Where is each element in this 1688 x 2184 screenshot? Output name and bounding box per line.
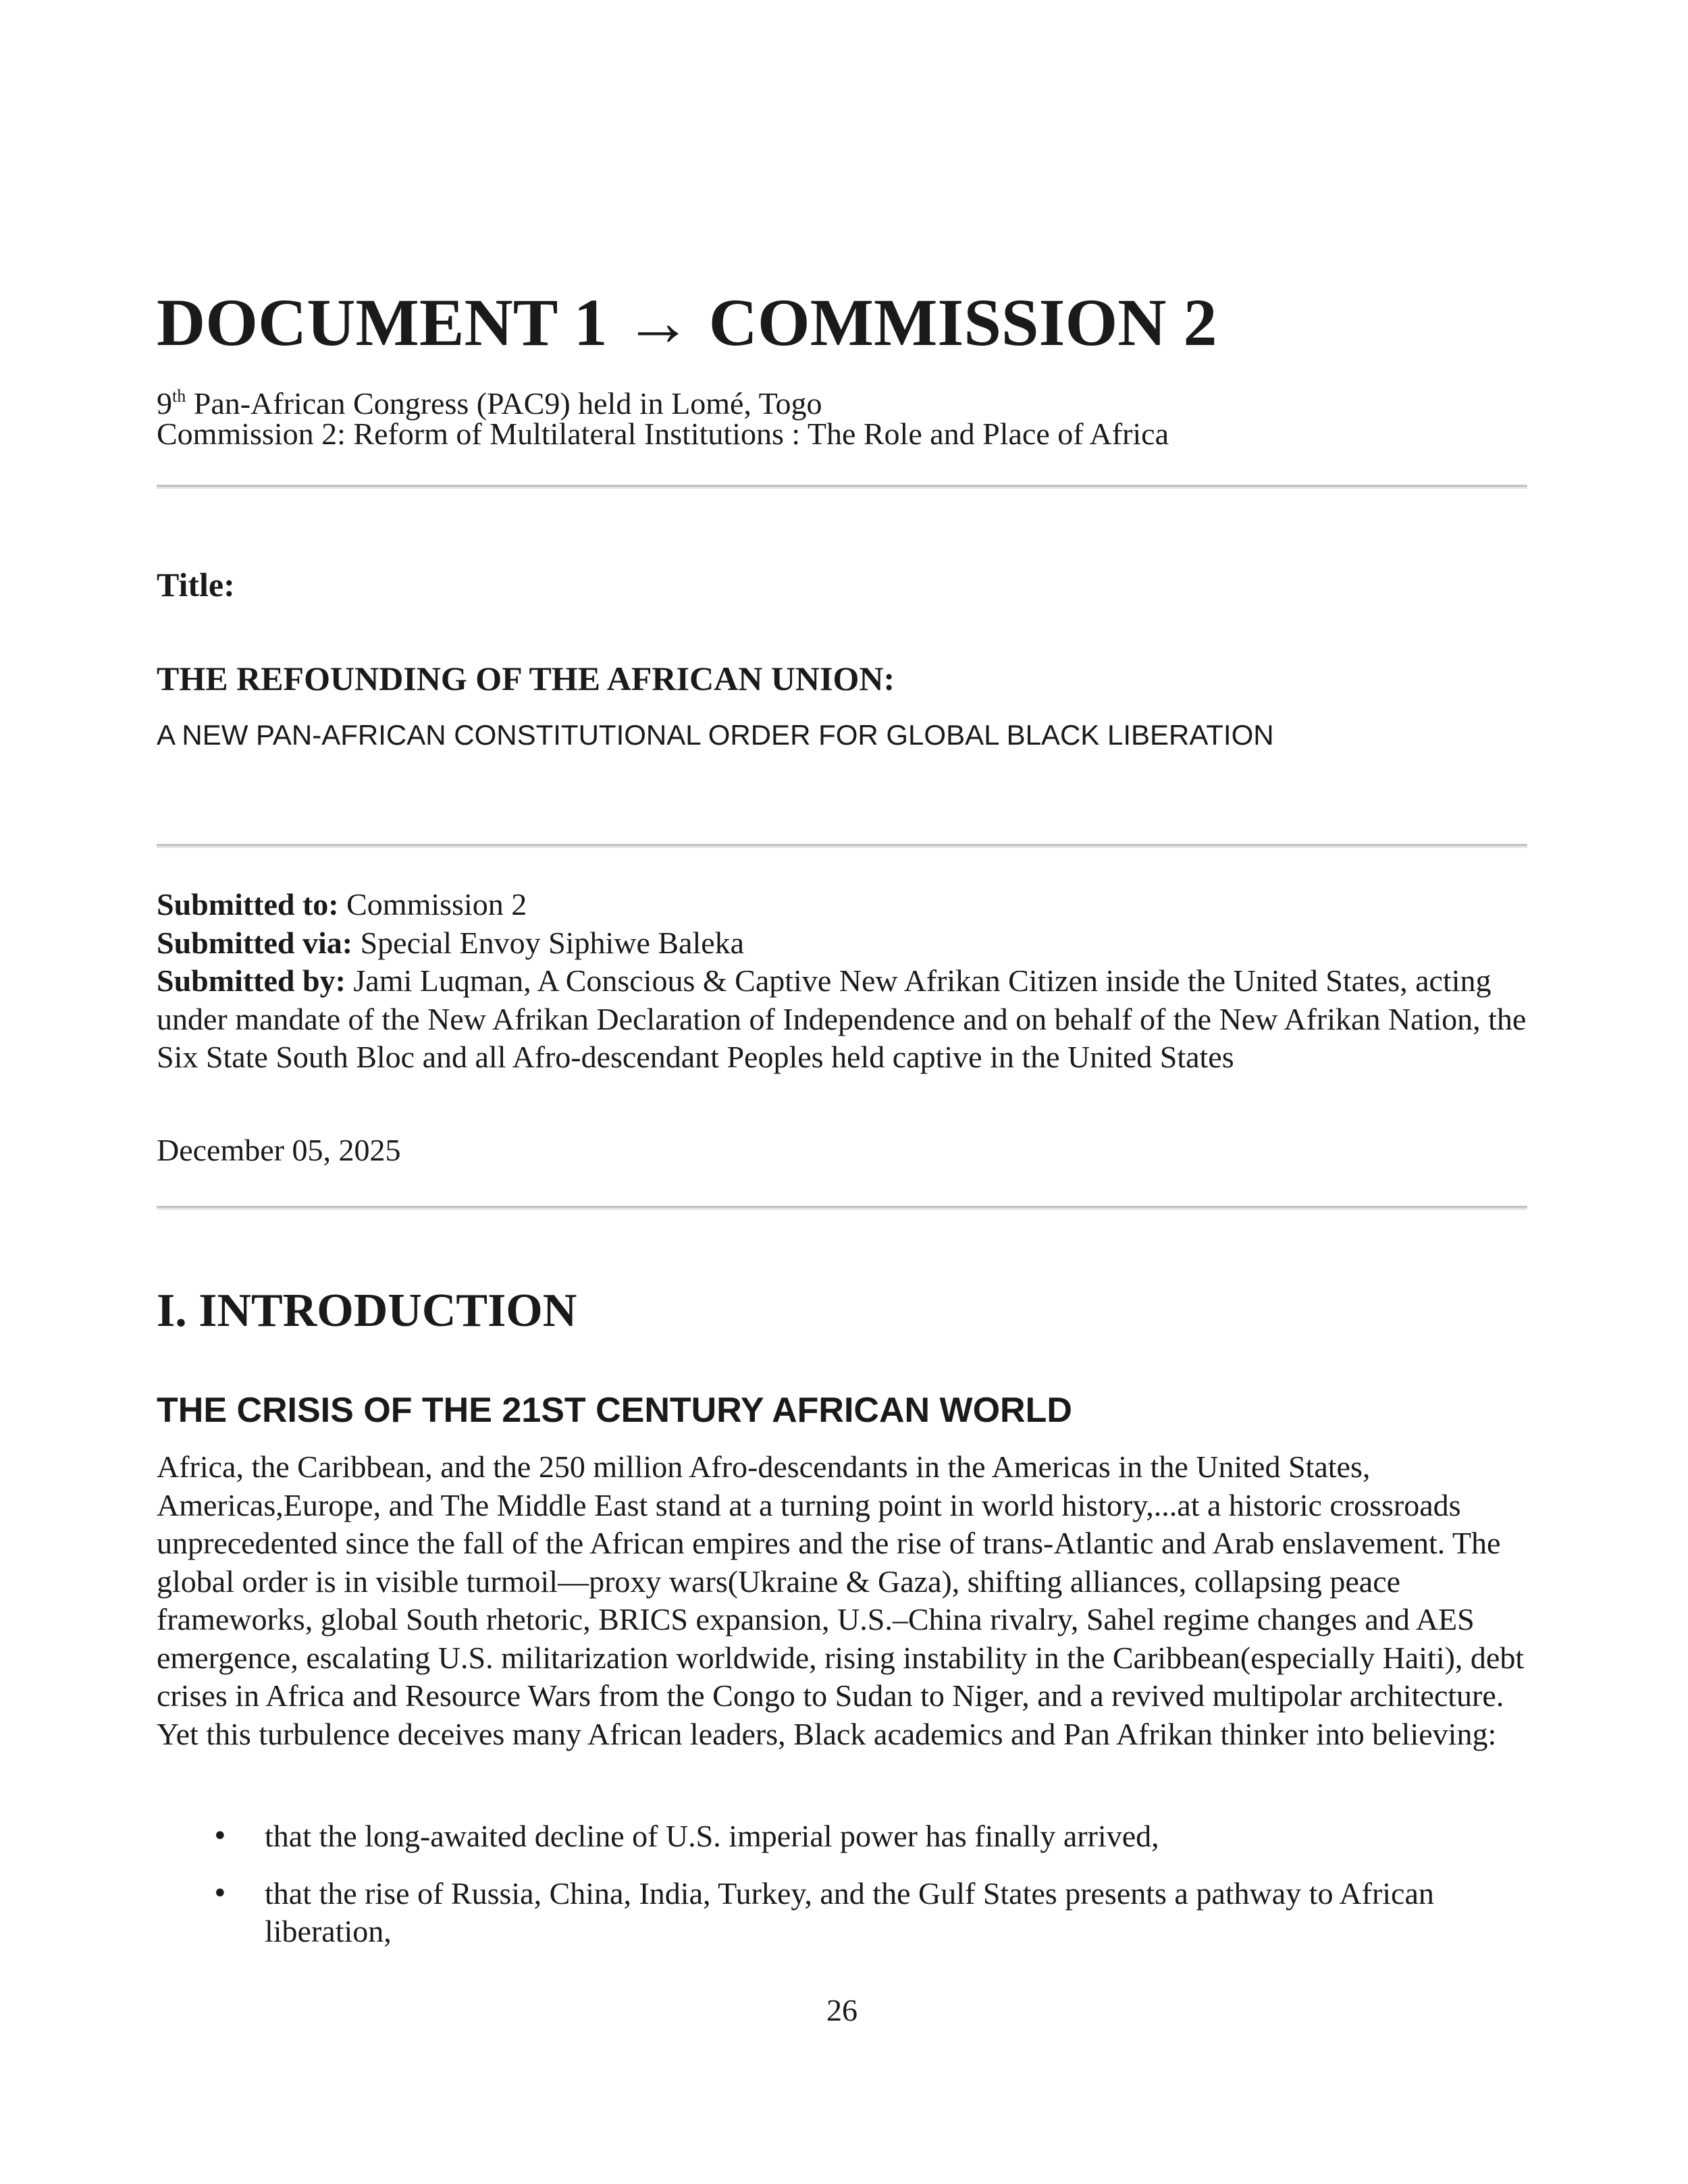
document-page	[157, 0, 1534, 2184]
submitted-to-line	[157, 886, 1527, 924]
sub-title: A NEW PAN-AFRICAN CONSTITUTIONAL ORDER FOR GLOBAL BLACK LIBERATION	[157, 719, 1274, 751]
submitted-by-line	[157, 962, 1527, 1077]
intro-paragraph: Africa, the Caribbean, and the 250 million Afro-descendants in the Americas in the United States, Americas,Europe, and The Middle East stand at a turning point in world history,...at a historic crossroads unprecedented since the fall of the African empires and the rise of trans-Atlantic and Arab enslavement. The global order is in visible turmoil—proxy wars(Ukraine & Gaza), shifting alliances, collapsing peace frameworks, global South rhetoric, BRICS expansion, U.S.–China rivalry, Sahel regime changes and AES emergence, escalating U.S. militarization worldwide, rising instability in the Caribbean(especially Haiti), debt crises in Africa and Resource Wars from the Congo to Sudan to Niger, and a revived multipolar architecture. Yet this turbulence deceives many African leaders, Black academics and Pan Afrikan thinker into believing:	[157, 1449, 1525, 1751]
list-item-text: that the rise of Russia, China, India, Turkey, and the Gulf States presents a pathway to African liberation,	[265, 1875, 1434, 1948]
page-number: 26	[826, 1993, 858, 2027]
congress-ordinal-suffix: th	[172, 386, 186, 406]
document-heading: DOCUMENT 1 → COMMISSION 2	[157, 285, 1217, 360]
submitted-by-value: Jami Luqman, A Conscious & Captive New Afrikan Citizen inside the United States, acting under mandate of the New Afrikan Declaration of Independence and on behalf of the New Afrikan Nation, the Six State South Bloc and all Afro-descendant Peoples held captive in the United States	[157, 963, 1527, 1074]
horizontal-divider	[157, 485, 1527, 489]
bullet-icon: •	[212, 1877, 228, 1909]
submitted-by-label: Submitted by:	[157, 963, 346, 998]
submission-block	[157, 886, 1527, 1077]
submitted-via-label: Submitted via:	[157, 925, 353, 960]
list-item	[157, 1817, 1527, 1856]
main-title: THE REFOUNDING OF THE AFRICAN UNION:	[157, 660, 895, 697]
title-label: Title:	[157, 566, 235, 604]
congress-text: Pan-African Congress (PAC9) held in Lomé, Togo	[186, 386, 822, 421]
bullet-list	[157, 1817, 1527, 1970]
horizontal-divider	[157, 1206, 1527, 1210]
submitted-via-line	[157, 924, 1527, 963]
section-subheading: THE CRISIS OF THE 21ST CENTURY AFRICAN WORLD	[157, 1391, 1072, 1430]
list-item-text: that the long-awaited decline of U.S. imperial power has finally arrived,	[265, 1819, 1159, 1853]
commission-line: Commission 2: Reform of Multilateral Institutions : The Role and Place of Africa	[157, 417, 1169, 451]
submitted-to-label: Submitted to:	[157, 887, 339, 922]
submission-date: December 05, 2025	[157, 1133, 401, 1167]
submitted-to-value: Commission 2	[338, 887, 527, 922]
section-heading: I. INTRODUCTION	[157, 1285, 577, 1337]
horizontal-divider	[157, 844, 1527, 848]
submitted-via-value: Special Envoy Siphiwe Baleka	[352, 925, 745, 960]
bullet-icon: •	[212, 1821, 228, 1852]
congress-number: 9	[157, 386, 172, 421]
list-item	[157, 1875, 1527, 1951]
